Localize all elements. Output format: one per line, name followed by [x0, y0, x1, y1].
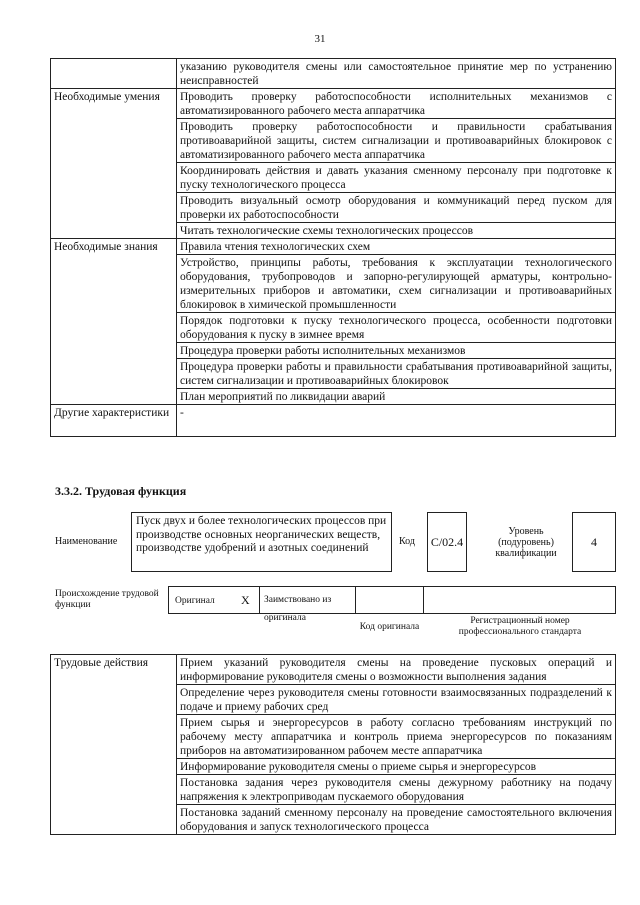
- labor-action-item: Постановка заданий сменному персоналу на проведение самостоятельного включения оборудования и запуск технологического процесса: [177, 805, 616, 835]
- knowledge-item: Процедура проверки работы и правильности срабатывания противоаварийной защиты, систем сигнализации и противоаварийных блокировок: [177, 359, 616, 389]
- continued-text: указанию руководителя смены или самостоятельное принятие мер по устранению неисправностей: [177, 59, 616, 89]
- knowledge-item: Устройство, принципы работы, требования к эксплуатации технологического оборудования, трубопроводов и запорно-регулирующей арматуры, контрольно-измерительных приборов и автоматики, схем сигнализации и противоаварийных блокировок в химической промышленности: [177, 255, 616, 313]
- knowledge-label: Необходимые знания: [51, 239, 177, 405]
- knowledge-item: Правила чтения технологических схем: [177, 239, 616, 255]
- other-value: -: [177, 405, 616, 437]
- labor-action-item: Постановка задания через руководителя смены дежурному работнику на подачу напряжения к электроприводам пускаемого оборудования: [177, 775, 616, 805]
- borrowed-box: [259, 586, 356, 623]
- level-value: 4: [591, 534, 597, 549]
- section-title: 3.3.2. Трудовая функция: [55, 484, 187, 498]
- table-row: [51, 405, 616, 437]
- origin-label: Происхождение трудовой функции: [55, 589, 159, 610]
- level-label: Уровень (подуровень) квалификации: [495, 525, 557, 559]
- other-label: Другие характеристики: [51, 405, 177, 437]
- skill-item: Проводить визуальный осмотр оборудования и коммуникаций перед пуском для проверки их работоспособности: [177, 193, 616, 223]
- empty-cell: [51, 59, 177, 89]
- page-number: 31: [314, 33, 326, 45]
- original-mark: X: [241, 593, 250, 607]
- knowledge-item: Порядок подготовки к пуску технологического процесса, особенности подготовки оборудования к пуску в зимнее время: [177, 313, 616, 343]
- skill-item: Координировать действия и давать указания сменному персоналу при подготовке к пуску технологического процесса: [177, 163, 616, 193]
- code-original-box: [355, 586, 424, 614]
- borrowed-label: Заимствовано из оригинала: [264, 595, 332, 623]
- function-name: Пуск двух и более технологических процессов при производстве основных неорганических веществ, производстве удобрений и азотных соединений: [136, 515, 387, 554]
- labor-actions-table: [50, 654, 616, 835]
- labor-actions-label: Трудовые действия: [51, 655, 177, 835]
- original-box: [168, 586, 260, 614]
- labor-action-item: Прием указаний руководителя смены на проведение пусковых операций и информирование руководителя смены о возможности выполнения задания: [177, 655, 616, 685]
- code-original-label: Код оригинала: [359, 621, 420, 632]
- table-row: [51, 239, 616, 255]
- level-box: [572, 512, 616, 572]
- function-name-box: [131, 512, 392, 572]
- competency-table: [50, 58, 616, 437]
- code-label: Код: [399, 536, 415, 547]
- name-label: Наименование: [55, 536, 118, 547]
- labor-action-item: Определение через руководителя смены готовности взаимосвязанных подразделений к подаче и приему рабочих сред: [177, 685, 616, 715]
- table-row: [51, 89, 616, 119]
- skill-item: Проводить проверку работоспособности и правильности срабатывания противоаварийной защиты, систем сигнализации и противоаварийных блокировок с автоматизированного рабочего места аппаратчика: [177, 119, 616, 163]
- skills-label: Необходимые умения: [51, 89, 177, 239]
- reg-number-box: [423, 586, 616, 614]
- skill-item: Читать технологические схемы технологических процессов: [177, 223, 616, 239]
- code-box: [427, 512, 467, 572]
- knowledge-item: План мероприятий по ликвидации аварий: [177, 389, 616, 405]
- knowledge-item: Процедура проверки работы исполнительных механизмов: [177, 343, 616, 359]
- reg-number-label: Регистрационный номер профессионального стандарта: [458, 616, 582, 637]
- labor-action-item: Информирование руководителя смены о приеме сырья и энергоресурсов: [177, 759, 616, 775]
- labor-action-item: Прием сырья и энергоресурсов в работу согласно требованиям инструкций по рабочему месту аппаратчика и контроль приема энергоресурсов по показаниям приборов на автоматизированном рабочем месте аппаратчика: [177, 715, 616, 759]
- table-row: [51, 655, 616, 685]
- skill-item: Проводить проверку работоспособности исполнительных механизмов с автоматизированного рабочего места аппаратчика: [177, 89, 616, 119]
- code-value: C/02.4: [430, 534, 464, 549]
- table-row: [51, 59, 616, 89]
- original-label: Оригинал: [175, 596, 215, 606]
